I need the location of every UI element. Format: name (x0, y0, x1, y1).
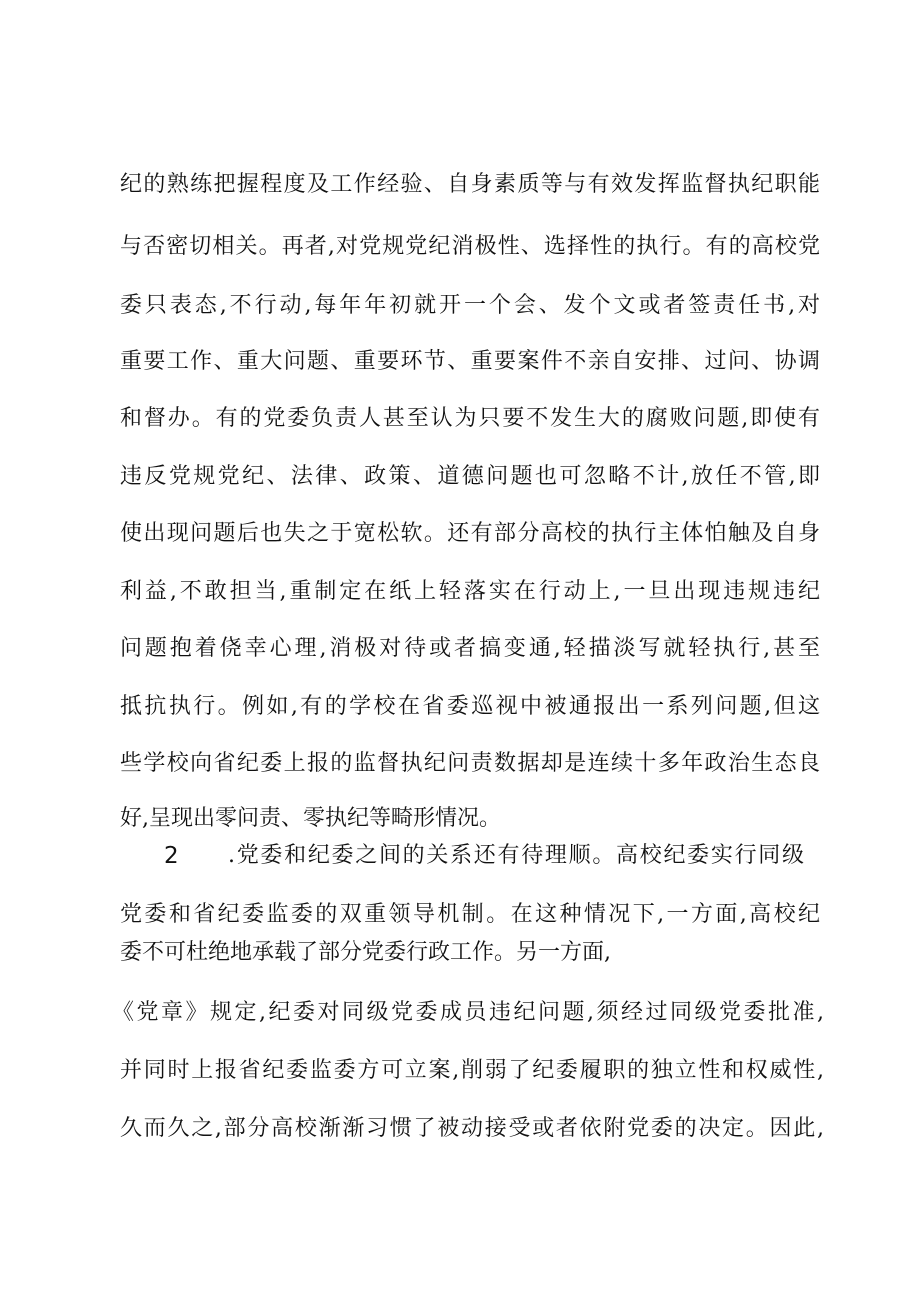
paragraph-line: 利益,不敢担当,重制定在纸上轻落实在行动上,一旦出现违规违纪 (120, 579, 820, 604)
paragraph-line: 久而久之,部分高校渐渐习惯了被动接受或者依附党委的决定。因此, (120, 1116, 824, 1141)
section-number: 2 (164, 843, 179, 869)
paragraph-line: 委不可杜绝地承载了部分党委行政工作。另一方面, (120, 940, 611, 965)
paragraph-line: 好,呈现出零问责、零执纪等畸形情况。 (120, 806, 501, 831)
paragraph-line: 纪的熟练把握程度及工作经验、自身素质等与有效发挥监督执纪职能 (120, 172, 820, 197)
paragraph-line: 与否密切相关。再者,对党规党纪消极性、选择性的执行。有的高校党 (120, 234, 820, 259)
paragraph-line: 抵抗执行。例如,有的学校在省委巡视中被通报出一系列问题,但这 (120, 694, 820, 719)
paragraph-line: 党委和省纪委监委的双重领导机制。在这种情况下,一方面,高校纪 (120, 902, 820, 927)
paragraph-line: 《党章》规定,纪委对同级党委成员违纪问题,须经过同级党委批准, (112, 1000, 824, 1025)
paragraph-line: 使出现问题后也失之于宽松软。还有部分高校的执行主体怕触及自身 (120, 521, 820, 546)
paragraph-line: 和督办。有的党委负责人甚至认为只要不发生大的腐败问题,即使有 (120, 406, 820, 431)
paragraph-line: 问题抱着侥幸心理,消极对待或者搞变通,轻描淡写就轻执行,甚至 (120, 636, 820, 661)
section-heading: .党委和纪委之间的关系还有待理顺。高校纪委实行同级 (228, 843, 804, 868)
paragraph-line: 些学校向省纪委上报的监督执纪问责数据却是连续十多年政治生态良 (120, 751, 820, 776)
paragraph-line: 并同时上报省纪委监委方可立案,削弱了纪委履职的独立性和权威性, (120, 1058, 824, 1083)
paragraph-line: 违反党规党纪、法律、政策、道德问题也可忽略不计,放任不管,即 (120, 464, 820, 489)
paragraph-line: 重要工作、重大问题、重要环节、重要案件不亲自安排、过问、协调 (120, 349, 820, 374)
paragraph-line: 委只表态,不行动,每年年初就开一个会、发个文或者签责任书,对 (120, 293, 820, 318)
